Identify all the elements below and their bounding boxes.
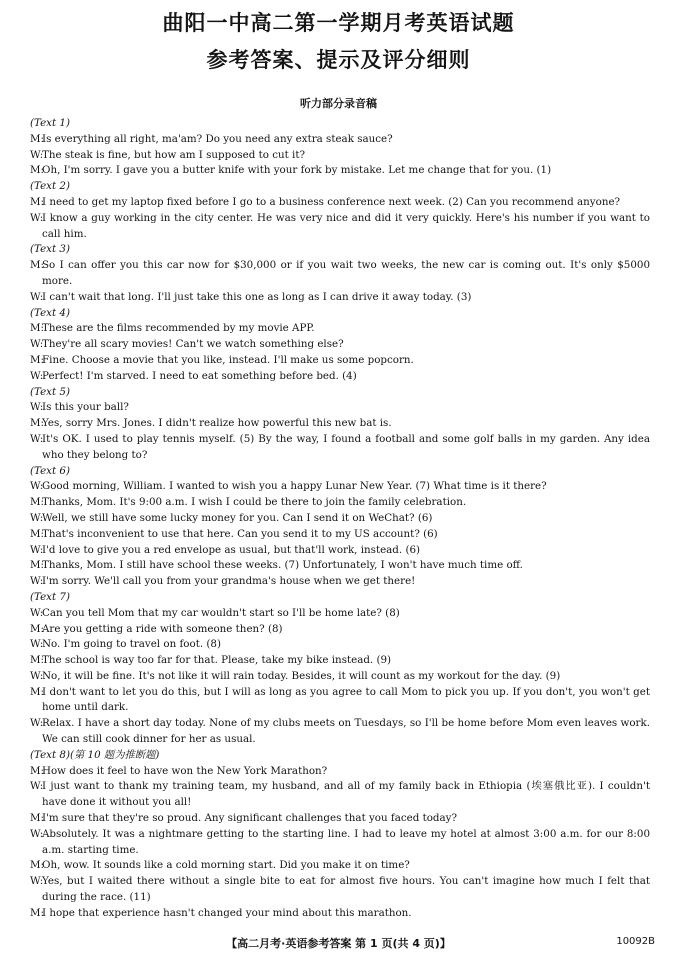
dialogue-line (30, 543, 650, 559)
document-title: 曲阳一中高二第一学期月考英语试题 (162, 11, 515, 35)
dialogue-line (30, 811, 650, 827)
speaker-label: W: (30, 827, 44, 840)
dialogue-line (30, 132, 650, 148)
dialogue-text: Is this your ball? (42, 401, 129, 414)
text-header-label: (Text 3) (30, 243, 70, 256)
speaker-label: M: (30, 353, 45, 366)
speaker-label: W: (30, 511, 44, 524)
dialogue-text: I know a guy working in the city center. He was very nice and did it very quickly. Here's his number if you want to call him. (42, 211, 650, 240)
dialogue-line (30, 163, 650, 179)
dialogue-text: Thanks, Mom. It's 9:00 a.m. I wish I could be there to join the family celebration. (42, 496, 467, 509)
speaker-label: W: (30, 638, 44, 651)
dialogue-line (30, 479, 650, 495)
dialogue-text: I hope that experience hasn't changed your mind about this marathon. (42, 906, 412, 919)
speaker-label: M: (30, 622, 45, 635)
document-code: 10092B (616, 936, 655, 947)
dialogue-text: Relax. I have a short day today. None of my clubs meets on Tuesdays, so I'll be home before Mom even leaves work. We can still cook dinner for her as usual. (42, 717, 650, 746)
text-header (30, 464, 650, 480)
dialogue-line (30, 606, 650, 622)
dialogue-text: Are you getting a ride with someone then? (8) (42, 622, 283, 635)
text-header (30, 385, 650, 401)
speaker-label: M: (30, 764, 45, 777)
transcript-body (30, 116, 650, 922)
text-header-label: (Text 4) (30, 306, 70, 319)
dialogue-text: Good morning, William. I wanted to wish you a happy Lunar New Year. (7) What time is it there? (42, 480, 547, 493)
speaker-label: M: (30, 322, 45, 335)
dialogue-line (30, 495, 650, 511)
dialogue-text: Can you tell Mom that my car wouldn't start so I'll be home late? (8) (42, 606, 400, 619)
dialogue-line (30, 527, 650, 543)
dialogue-line (30, 321, 650, 337)
dialogue-line (30, 685, 650, 717)
text-header (30, 242, 650, 258)
speaker-label: M: (30, 654, 45, 667)
speaker-label: W: (30, 875, 44, 888)
text-header-label: (Text 5) (30, 385, 70, 398)
dialogue-text: The steak is fine, but how am I supposed to cut it? (42, 148, 306, 161)
speaker-label: M: (30, 417, 45, 430)
speaker-label: M: (30, 259, 45, 272)
text-header (30, 590, 650, 606)
dialogue-text: Fine. Choose a movie that you like, instead. I'll make us some popcorn. (42, 353, 414, 366)
dialogue-line (30, 290, 650, 306)
section-title: 听力部分录音稿 (300, 97, 377, 110)
dialogue-text: I'm sorry. We'll call you from your grandma's house when we get there! (42, 575, 416, 588)
document-subtitle: 参考答案、提示及评分细则 (206, 48, 471, 72)
dialogue-text: Oh, wow. It sounds like a cold morning start. Did you make it on time? (42, 859, 410, 872)
dialogue-line (30, 258, 650, 290)
dialogue-text: They're all scary movies! Can't we watch something else? (42, 338, 344, 351)
text-header (30, 179, 650, 195)
dialogue-line (30, 432, 650, 464)
text-header (30, 748, 650, 764)
speaker-label: M: (30, 496, 45, 509)
dialogue-line (30, 637, 650, 653)
speaker-label: W: (30, 717, 44, 730)
dialogue-line (30, 716, 650, 748)
dialogue-line (30, 353, 650, 369)
dialogue-text: No. I'm going to travel on foot. (8) (42, 638, 221, 651)
dialogue-line (30, 827, 650, 859)
speaker-label: M: (30, 812, 45, 825)
dialogue-text: I don't want to let you do this, but I will as long as you agree to call Mom to pick you up. If you don't, you won't get home until dark. (42, 685, 650, 714)
dialogue-line (30, 211, 650, 243)
dialogue-text: That's inconvenient to use that here. Can you send it to my US account? (6) (42, 527, 438, 540)
dialogue-line (30, 669, 650, 685)
speaker-label: M: (30, 527, 45, 540)
dialogue-line (30, 337, 650, 353)
speaker-label: W: (30, 338, 44, 351)
dialogue-line (30, 558, 650, 574)
dialogue-text: Thanks, Mom. I still have school these weeks. (7) Unfortunately, I won't have much time off. (42, 559, 523, 572)
dialogue-text: Is everything all right, ma'am? Do you need any extra steak sauce? (42, 132, 393, 145)
speaker-label: M: (30, 132, 45, 145)
dialogue-text: Yes, sorry Mrs. Jones. I didn't realize how powerful this new bat is. (42, 417, 392, 430)
dialogue-text: I'd love to give you a red envelope as usual, but that'll work, instead. (6) (42, 543, 421, 556)
speaker-label: W: (30, 543, 44, 556)
speaker-label: W: (30, 290, 44, 303)
dialogue-text: I just want to thank my training team, my husband, and all of my family back in Ethiopia (埃塞俄比亚). I couldn't have done it without you all! (42, 780, 650, 809)
speaker-label: W: (30, 669, 44, 682)
dialogue-text: Absolutely. It was a nightmare getting to the starting line. I had to leave my hotel at almost 3:00 a.m. for our 8:00 a.m. starting time. (42, 827, 650, 856)
dialogue-line (30, 416, 650, 432)
dialogue-text: These are the films recommended by my movie APP. (42, 322, 315, 335)
speaker-label: M: (30, 859, 45, 872)
speaker-label: M: (30, 195, 45, 208)
text-header (30, 306, 650, 322)
page-footer: 【高二月考·英语参考答案 第 1 页(共 4 页)】 (226, 937, 451, 950)
speaker-label: W: (30, 780, 44, 793)
text-header-label: (Text 8)(第 10 题为推断题) (30, 748, 160, 761)
text-header-label: (Text 7) (30, 590, 70, 603)
speaker-label: W: (30, 480, 44, 493)
speaker-label: M: (30, 164, 45, 177)
speaker-label: W: (30, 575, 44, 588)
speaker-label: W: (30, 432, 44, 445)
dialogue-text: I can't wait that long. I'll just take this one as long as I can drive it away today. (3) (42, 290, 472, 303)
dialogue-line (30, 195, 650, 211)
dialogue-text: No, it will be fine. It's not like it will rain today. Besides, it will count as my workout for the day. (9) (42, 669, 561, 682)
dialogue-text: Perfect! I'm starved. I need to eat something before bed. (4) (42, 369, 357, 382)
dialogue-line (30, 511, 650, 527)
dialogue-line (30, 400, 650, 416)
dialogue-line (30, 779, 650, 811)
dialogue-text: Oh, I'm sorry. I gave you a butter knife with your fork by mistake. Let me change that for you. (1) (42, 164, 552, 177)
dialogue-line (30, 653, 650, 669)
speaker-label: W: (30, 606, 44, 619)
text-header-label: (Text 2) (30, 180, 70, 193)
speaker-label: W: (30, 369, 44, 382)
dialogue-text: How does it feel to have won the New York Marathon? (42, 764, 328, 777)
dialogue-line (30, 148, 650, 164)
speaker-label: W: (30, 401, 44, 414)
dialogue-text: Well, we still have some lucky money for you. Can I send it on WeChat? (6) (42, 511, 433, 524)
text-header-label: (Text 6) (30, 464, 70, 477)
dialogue-line (30, 906, 650, 922)
dialogue-line (30, 764, 650, 780)
dialogue-text: I'm sure that they're so proud. Any significant challenges that you faced today? (42, 812, 457, 825)
dialogue-text: It's OK. I used to play tennis myself. (5) By the way, I found a football and some golf balls in my garden. Any idea who they belong to? (42, 432, 650, 461)
dialogue-text: Yes, but I waited there without a single bite to eat for almost five hours. You can't imagine how much I felt that during the race. (11) (42, 875, 650, 904)
speaker-label: W: (30, 211, 44, 224)
speaker-label: W: (30, 148, 44, 161)
dialogue-line (30, 622, 650, 638)
speaker-label: M: (30, 906, 45, 919)
dialogue-text: So I can offer you this car now for $30,000 or if you wait two weeks, the new car is coming out. It's only $5000 more. (42, 259, 650, 287)
text-header (30, 116, 650, 132)
dialogue-line (30, 858, 650, 874)
speaker-label: M: (30, 685, 45, 698)
dialogue-text: I need to get my laptop fixed before I go to a business conference next week. (2) Can you recommend anyone? (42, 195, 621, 208)
dialogue-line (30, 874, 650, 906)
dialogue-text: The school is way too far for that. Please, take my bike instead. (9) (42, 654, 392, 667)
dialogue-line (30, 574, 650, 590)
speaker-label: M: (30, 559, 45, 572)
dialogue-line (30, 369, 650, 385)
text-header-label: (Text 1) (30, 117, 70, 129)
